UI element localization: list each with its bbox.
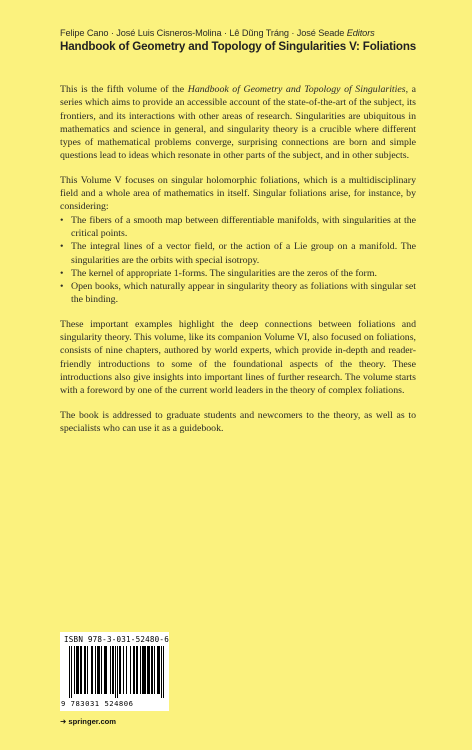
barcode-bar	[74, 646, 75, 694]
barcode-bar	[119, 646, 121, 694]
barcode-bar	[71, 646, 72, 698]
list-item-text: The integral lines of a vector field, or the action of a Lie group on a manifold. The singularities are the orbits with special isotropy.	[71, 241, 416, 266]
bullet-icon: •	[60, 267, 64, 279]
barcode-bar	[157, 646, 160, 694]
editors-role: Editors	[346, 28, 375, 38]
p1-rest: , a series which aims to provide an accessible account of the state-of-the-art of the subject, its frontiers, and its interactions with other areas of research. Singularities are ubiquitous in mathematics and science in general, and singularity theory is a crucible where different types of mathematical problems converge, surprising connections are born and simple questions lead to ideas which resonate in other parts of the subject, and in other subjects.	[60, 84, 417, 162]
barcode-bar	[142, 646, 146, 694]
barcode-bar	[117, 646, 118, 698]
list-item	[60, 280, 416, 307]
barcode-bar	[151, 646, 153, 694]
barcode-bar	[69, 646, 70, 698]
barcode-digits: 9 783031 524806	[61, 699, 134, 708]
list-item-text: The kernel of appropriate 1-forms. The singularities are the zeros of the form.	[71, 267, 377, 279]
barcode-bar	[163, 646, 164, 698]
barcode-bar	[130, 646, 131, 694]
blurb-paragraph-2: This Volume V focuses on singular holomorphic foliations, which is a multidisciplinary field and a whole area of mathematics in itself. Singular foliations arise, for instance, by considering:	[60, 174, 416, 213]
back-cover-blurb	[60, 83, 416, 446]
barcode-bar	[80, 646, 82, 694]
barcode-bar	[154, 646, 155, 694]
barcode-bar	[136, 646, 138, 694]
list-item	[60, 214, 416, 241]
barcode-bar	[95, 646, 96, 694]
barcode-bar	[112, 646, 114, 694]
barcode-bar	[91, 646, 93, 694]
editor-names: Felipe Cano · José Luis Cisneros-Molina · Lê Dũng Tráng · José Seade	[60, 28, 345, 38]
isbn-label: ISBN 978-3-031-52480-6	[64, 635, 169, 644]
bullet-list	[60, 214, 416, 307]
bullet-icon: •	[60, 281, 64, 293]
barcode-bar	[104, 646, 107, 694]
list-item	[60, 240, 416, 267]
barcode-bar	[76, 646, 79, 694]
barcode-bar	[133, 646, 135, 694]
barcode-bar	[84, 646, 86, 694]
list-item-text: Open books, which naturally appear in singularity theory as foliations with singular set the binding.	[71, 281, 416, 306]
list-item-text: The fibers of a smooth map between differentiable manifolds, with singularities at the critical points.	[71, 214, 416, 239]
barcode-bar	[110, 646, 111, 694]
p1-lead: This is the fifth volume of the	[60, 84, 188, 95]
barcode-bar	[147, 646, 150, 694]
barcode-bar	[140, 646, 141, 694]
editors-line	[60, 28, 375, 38]
barcode-bar	[101, 646, 102, 694]
barcode-bar	[161, 646, 162, 698]
barcode-bar	[123, 646, 124, 694]
blurb-paragraph-4: The book is addressed to graduate students and newcomers to the theory, as well as to specialists who can use it as a guidebook.	[60, 409, 416, 434]
blurb-paragraph-1	[60, 83, 416, 163]
publisher-url: springer.com	[68, 717, 117, 726]
publisher-logo	[60, 717, 116, 726]
barcode-bar	[87, 646, 88, 694]
bullet-icon: •	[60, 241, 64, 253]
p1-series-title: Handbook of Geometry and Topology of Singularities	[187, 84, 406, 95]
barcode-bar	[97, 646, 100, 694]
barcode-bar	[115, 646, 116, 698]
bullet-icon: •	[60, 214, 64, 226]
springer-arrow-icon: ➜	[60, 717, 67, 726]
barcode-panel	[60, 632, 169, 711]
blurb-paragraph-3: These important examples highlight the deep connections between foliations and singularity theory. This volume, like its companion Volume VI, also focused on foliations, consists of nine chapters, authored by world experts, which provide in-depth and reader-friendly introductions to some of the foundational aspects of the theory. These introductions also give insights into important lines of further research. The volume starts with a foreword by one of the current world leaders in the theory of complex foliations.	[60, 318, 416, 397]
book-title: Handbook of Geometry and Topology of Singularities V: Foliations	[60, 40, 417, 53]
barcode-bar	[126, 646, 127, 694]
barcode-image	[69, 646, 164, 698]
list-item	[60, 267, 416, 280]
